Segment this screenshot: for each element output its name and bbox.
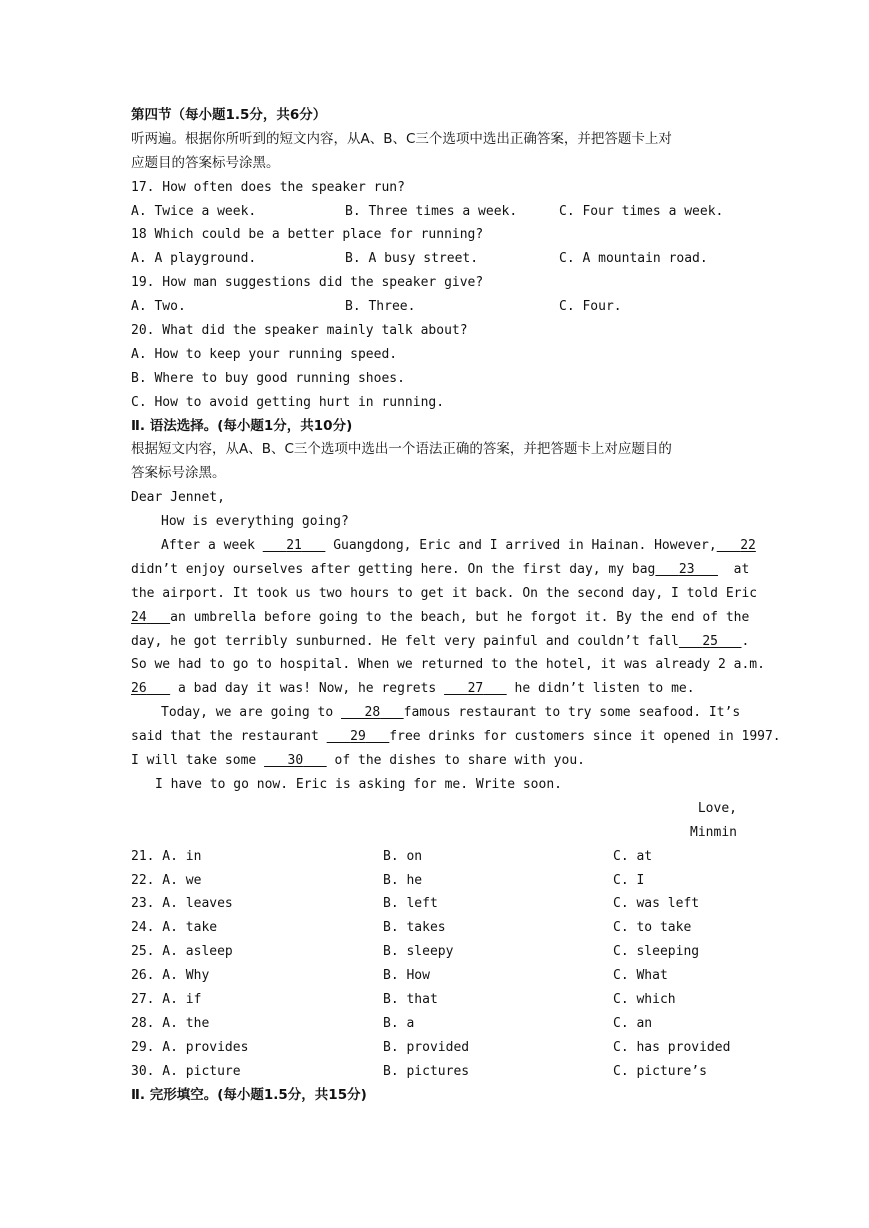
letter-line-11: I have to go now. Eric is asking for me. Write soon.	[155, 776, 562, 792]
blank-28: 28	[364, 705, 381, 721]
option-row: 29. A. provides B. provided C. has provided	[131, 1039, 731, 1055]
option-row: 23. A. leaves B. left C. was left	[131, 896, 700, 912]
q18-option-b: B. A busy street.	[345, 251, 479, 267]
option-row: 25. A. asleep B. sleepy C. sleeping	[131, 944, 700, 960]
option-row: 24. A. take B. takes C. to take	[131, 920, 692, 936]
q19-option-a: A. Two.	[131, 299, 186, 315]
option-row: 21. A. in B. on C. at	[131, 848, 653, 864]
letter-greeting: Dear Jennet,	[131, 490, 225, 506]
grammar-title: Ⅱ. 语法选择。(每小题1分，共10分)	[131, 417, 353, 434]
blank-27: 27	[467, 681, 484, 697]
option-row: 22. A. we B. he C. I	[131, 872, 645, 888]
blank-26: 26	[131, 681, 147, 697]
letter-line-5: day, he got terribly sunburned. He felt very painful and couldn’t fall 25 .	[131, 630, 737, 654]
question-20-stem: 20. What did the speaker mainly talk about?	[131, 323, 468, 339]
grammar-instruction-2: 答案标号涂黑。	[131, 465, 226, 482]
section4-instruction-2: 应题目的答案标号涂黑。	[131, 154, 280, 171]
grammar-instruction-1: 根据短文内容，从A、B、C三个选项中选出一个语法正确的答案，并把答题卡上对应题目的	[131, 441, 672, 458]
question-19-options	[131, 295, 737, 319]
letter-line-7: 26 a bad day it was! Now, he regrets 27 he didn’t listen to me.	[131, 677, 737, 701]
letter-line-3: the airport. It took us two hours to get it back. On the second day, I told Eric	[131, 585, 758, 601]
letter-line-4: 24 an umbrella before going to the beach, but he forgot it. By the end of the	[131, 606, 737, 630]
letter-line-1: After a week 21 Guangdong, Eric and I arrived in Hainan. However, 22	[131, 534, 737, 558]
q17-option-b: B. Three times a week.	[345, 203, 518, 219]
letter-line-intro: How is everything going?	[161, 514, 349, 530]
blank-29: 29	[350, 729, 366, 745]
blank-24: 24	[131, 609, 147, 625]
blank-23: 23	[678, 561, 695, 577]
q18-option-c: C. A mountain road.	[559, 251, 708, 267]
q17-option-c: C. Four times a week.	[559, 203, 724, 219]
question-17-stem: 17. How often does the speaker run?	[131, 179, 405, 195]
q20-option-a: A. How to keep your running speed.	[131, 346, 398, 362]
q17-option-a: A. Twice a week.	[131, 203, 257, 219]
letter-line-8: Today, we are going to 28 famous restaurant to try some seafood. It’s	[131, 701, 737, 725]
letter-line-9: said that the restaurant 29 free drinks for customers since it opened in 1997.	[131, 725, 737, 749]
blank-30: 30	[287, 753, 304, 769]
q20-option-b: B. Where to buy good running shoes.	[131, 370, 405, 386]
option-row: 28. A. the B. a C. an	[131, 1015, 653, 1031]
document-page	[131, 104, 781, 1107]
q19-option-b: B. Three.	[345, 299, 416, 315]
option-row: 26. A. Why B. How C. What	[131, 968, 668, 984]
section4-title: 第四节（每小题1.5分，共6分）	[131, 107, 327, 123]
letter-line-6: So we had to go to hospital. When we returned to the hotel, it was already 2 a.m.	[131, 657, 765, 673]
option-row: 30. A. picture B. pictures C. picture’s	[131, 1063, 707, 1079]
section4-instruction-1: 听两遍。根据你所听到的短文内容，从A、B、C三个选项中选出正确答案，并把答题卡上对	[131, 130, 672, 147]
q20-option-c: C. How to avoid getting hurt in running.	[131, 394, 445, 410]
options-list	[131, 845, 737, 1084]
question-17-options	[131, 200, 737, 224]
letter-signature: Minmin	[690, 824, 737, 840]
letter-line-2: didn’t enjoy ourselves after getting here. On the first day, my bag 23 at	[131, 558, 737, 582]
question-18-stem: 18 Which could be a better place for running?	[131, 227, 484, 243]
letter-line-10: I will take some 30 of the dishes to share with you.	[131, 749, 737, 773]
question-19-stem: 19. How man suggestions did the speaker give?	[131, 275, 484, 291]
cloze-title: Ⅱ. 完形填空。(每小题1.5分，共15分)	[131, 1086, 367, 1103]
blank-22: 22	[740, 538, 756, 554]
letter-closing: Love,	[697, 800, 737, 816]
q19-option-c: C. Four.	[559, 299, 622, 315]
blank-25: 25	[702, 633, 719, 649]
question-18-options	[131, 247, 737, 271]
blank-21: 21	[286, 538, 302, 554]
option-row: 27. A. if B. that C. which	[131, 991, 676, 1007]
q18-option-a: A. A playground.	[131, 251, 257, 267]
